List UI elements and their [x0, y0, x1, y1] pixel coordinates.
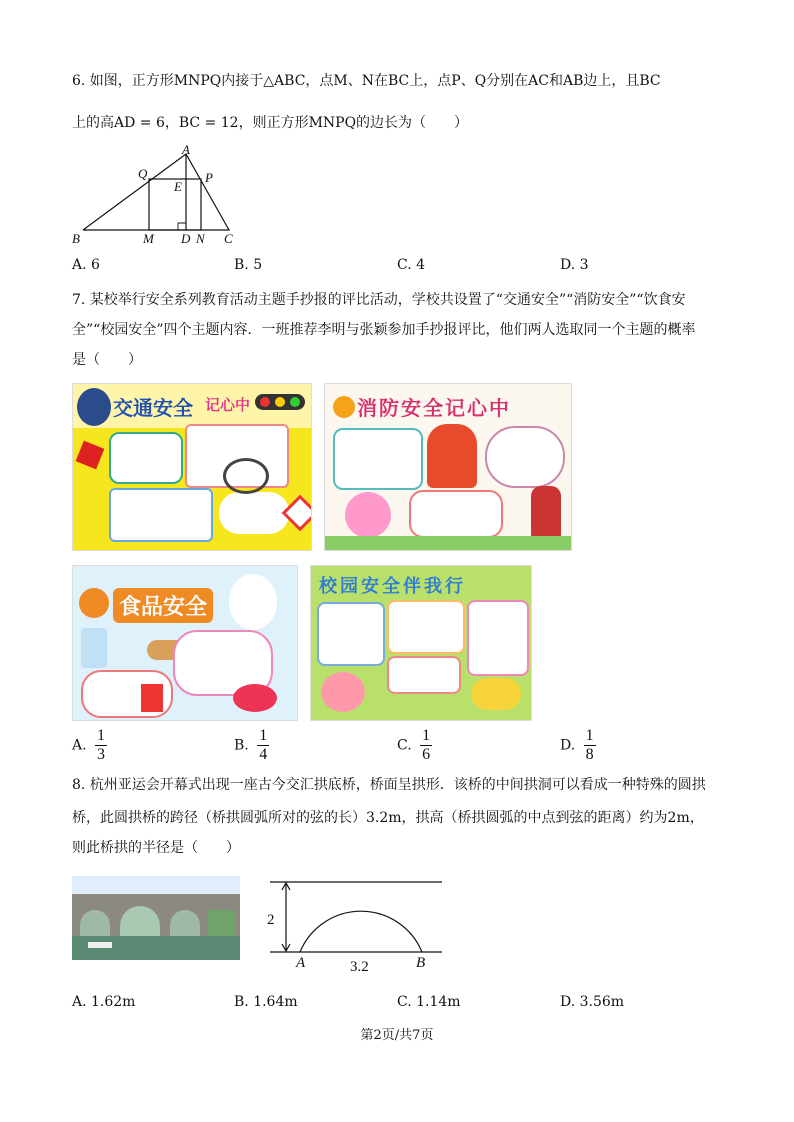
popcorn-icon — [141, 684, 163, 712]
label-n: N — [196, 231, 205, 246]
q8-stem-line3: 则此桥拱的半径是（ ） — [72, 840, 240, 856]
label-d: D — [181, 231, 191, 246]
poster-traffic-subtitle: 记心中 — [205, 396, 251, 414]
fraction-1-4: $\frac{1}{4}$ — [259, 727, 268, 763]
q6-triangle-figure — [66, 144, 246, 248]
q7-option-c-label: C. — [397, 737, 412, 754]
height-label: 2 — [267, 912, 275, 928]
q7-stem-line3: 是（ ） — [72, 352, 142, 368]
q7-option-a[interactable] — [72, 727, 107, 764]
poster-fire-safety — [324, 383, 572, 551]
q8-option-c[interactable]: C. 1.14m — [397, 994, 461, 1010]
label-p: P — [205, 170, 213, 185]
q6-option-a[interactable]: A. 6 — [72, 257, 100, 273]
span-label: 3.2 — [350, 959, 369, 975]
poster-campus-safety — [310, 565, 532, 721]
chef-icon — [229, 574, 277, 630]
label-a: A — [296, 955, 306, 971]
sun-icon — [333, 396, 355, 418]
label-q: Q — [138, 166, 148, 181]
q8-stem-line1: 8. 杭州亚运会开幕式出现一座古今交汇拱底桥，桥面呈拱形．该桥的中间拱洞可以看成一种特殊的圆拱 — [72, 777, 706, 793]
q7-option-a-label: A. — [72, 737, 87, 754]
fraction-1-3: $\frac{1}{3}$ — [97, 727, 106, 763]
q7-stem-line2: 全”“校园安全”四个主题内容．一班推荐李明与张颖参加手抄报评比，他们两人选取同一个主题的概率 — [72, 322, 696, 338]
q7-option-b[interactable] — [234, 727, 269, 764]
q6-option-c[interactable]: C. 4 — [397, 257, 426, 273]
chef-hat-icon — [79, 588, 109, 618]
poster-traffic-title: 交通安全 — [113, 396, 193, 420]
q8-option-a[interactable]: A. 1.62m — [72, 994, 136, 1010]
q8-stem-line2: 桥，此圆拱桥的跨径（桥拱圆弧所对的弦的长）3.2m，拱高（桥拱圆弧的中点到弦的距离）约为2m， — [72, 810, 704, 826]
page-footer: 第2页/共7页 — [360, 1028, 434, 1043]
kids-icon — [321, 672, 365, 712]
poster-campus-title: 校园安全伴我行 — [319, 576, 466, 597]
q8-option-d[interactable]: D. 3.56m — [560, 994, 625, 1010]
q6-stem-line1: 6. 如图，正方形MNPQ内接于△ABC，点M、N在BC上，点P、Q分别在AC和AB边上，且BC — [72, 73, 661, 89]
poster-fire-title: 消防安全记心中 — [357, 396, 511, 420]
arch-arc — [300, 911, 422, 952]
cloud-icon — [471, 678, 521, 710]
vegetables-icon — [233, 684, 277, 712]
traffic-light-icon — [255, 394, 305, 410]
q6-stem-line2: 上的高AD = 6，BC = 12，则正方形MNPQ的边长为（ ） — [72, 115, 469, 131]
q6-option-d[interactable]: D. 3 — [560, 257, 589, 273]
q8-arch-figure — [262, 872, 446, 976]
boat-icon — [88, 942, 112, 948]
q8-option-b[interactable]: B. 1.64m — [234, 994, 298, 1010]
poster-food-safety — [72, 565, 298, 721]
q7-option-b-label: B. — [234, 737, 249, 754]
children-icon — [345, 492, 391, 538]
q7-stem-line1: 7. 某校举行安全系列教育活动主题手抄报的评比活动，学校共设置了“交通安全”“消防安全”“饮食安 — [72, 292, 686, 308]
poster-food-title: 食品安全 — [113, 588, 213, 623]
police-icon — [77, 388, 111, 426]
milk-icon — [81, 628, 107, 668]
triangle-abc — [83, 154, 229, 230]
right-angle-mark — [178, 223, 186, 230]
fraction-1-8: $\frac{1}{8}$ — [585, 727, 594, 763]
q7-option-c[interactable] — [397, 727, 432, 764]
label-a: A — [182, 144, 190, 157]
firefighter-icon — [427, 424, 477, 488]
label-m: M — [143, 231, 154, 246]
stop-sign-icon — [76, 441, 105, 470]
label-c: C — [224, 231, 233, 246]
label-b: B — [416, 955, 426, 971]
label-b: B — [72, 231, 80, 246]
bridge-photo — [72, 876, 240, 960]
q7-option-d[interactable] — [560, 727, 596, 764]
q7-option-d-label: D. — [560, 737, 576, 754]
poster-traffic-safety — [72, 383, 312, 551]
bicycle-icon — [223, 458, 269, 494]
fraction-1-6: $\frac{1}{6}$ — [422, 727, 431, 763]
q6-option-b[interactable]: B. 5 — [234, 257, 263, 273]
label-e: E — [174, 179, 182, 194]
